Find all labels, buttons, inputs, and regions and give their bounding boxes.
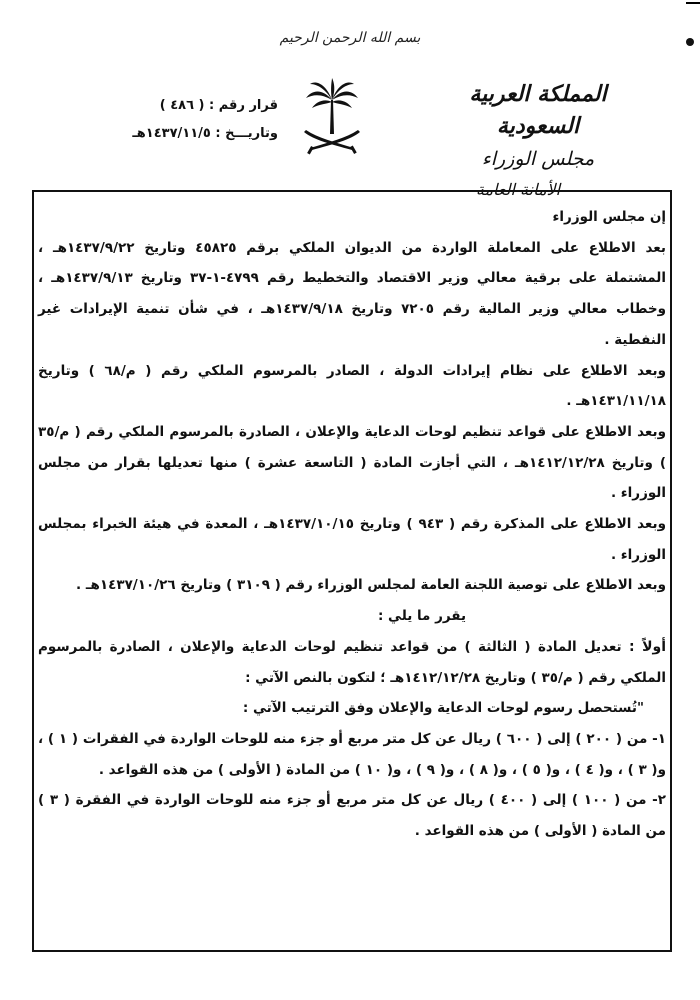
council-opening: إن مجلس الوزراء xyxy=(552,209,666,225)
paragraph-revenue-system: وبعد الاطلاع على نظام إيرادات الدولة ، الصادر بالمرسوم الملكي رقم ( م/٦٨ ) وتاريخ ١٤٣١/١١/١٨هـ . xyxy=(38,362,666,410)
article-first-text: تعديل المادة ( الثالثة ) من قواعد تنظيم لوحات الدعاية والإعلان ، الصادرة بالمرسوم الملكي رقم ( م/٣٥ ) وتاريخ ١٤١٢/١٢/٢٨هـ ؛ لتكون بالنص الآتي : xyxy=(38,638,666,686)
fee-item-1: ١- من ( ٢٠٠ ) إلى ( ٦٠٠ ) ريال عن كل متر مربع أو جزء منه للوحات الواردة في الفقرات ( ١ ) ، و( ٣ ) ، و( ٤ ) ، و( ٥ ) ، و( ٨ ) ، و( ٩ ) ، و( ١٠ ) من المادة ( الأولى ) من هذه القواعد . xyxy=(38,730,666,778)
letterhead xyxy=(428,78,648,204)
article-first xyxy=(38,632,666,693)
saudi-emblem-palm-swords-icon xyxy=(300,78,364,156)
paragraph-memo: وبعد الاطلاع على المذكرة رقم ( ٩٤٣ ) وتاريخ ١٤٣٧/١٠/١٥هـ ، المعدة في هيئة الخبراء بمجلس الوزراء . xyxy=(38,516,667,563)
fee-item-2: ٢- من ( ١٠٠ ) إلى ( ٤٠٠ ) ريال عن كل متر مربع أو جزء منه للوحات الواردة في الفقرة ( ٣ ) من المادة ( الأولى ) من هذه القواعد . xyxy=(38,792,667,840)
edge-mark xyxy=(686,2,700,4)
decision-number: قرار رقم : ( ٤٨٦ ) xyxy=(159,98,278,113)
decision-reference xyxy=(88,92,278,148)
article-first-label: أولاً : xyxy=(628,638,666,655)
paragraph-committee: وبعد الاطلاع على توصية اللجنة العامة لمجلس الوزراء رقم ( ٣١٠٩ ) وتاريخ ١٤٣٧/١٠/٢٦هـ . xyxy=(76,577,666,594)
basmala: بسم الله الرحمن الرحيم xyxy=(279,30,421,46)
paragraph-billboard-rules: وبعد الاطلاع على قواعد تنظيم لوحات الدعاية والإعلان ، الصادرة بالمرسوم الملكي رقم ( م/٣٥ ) وتاريخ ١٤١٢/١٢/٢٨هـ ، التي أجازت المادة ( التاسعة عشرة ) منها تعديلها بقرار من مجلس الوزراء . xyxy=(38,423,666,502)
council-name: مجلس الوزراء xyxy=(481,148,595,170)
decides-heading: يقرر ما يلي : xyxy=(377,608,467,625)
fees-intro: "تُستحصل رسوم لوحات الدعاية والإعلان وفق الترتيب الآتي : xyxy=(242,700,644,717)
kingdom-name: المملكة العربية السعودية xyxy=(469,81,607,139)
paragraph-transaction: بعد الاطلاع على المعاملة الواردة من الديوان الملكي برقم ٤٥٨٢٥ وتاريخ ١٤٣٧/٩/٢٢هـ ، المشتملة على برقية معالي وزير الاقتصاد والتخطيط رقم ٤٧٩٩-١-٣٧ وتاريخ ١٤٣٧/٩/١٣هـ ، وخطاب معالي وزير المالية رقم ٧٢٠٥ وتاريخ ١٤٣٧/٩/١٨هـ ، في شأن تنمية الإيرادات غير النفطية . xyxy=(38,239,666,348)
decision-date: وتاريـــخ : ١٤٣٧/١١/٥هـ xyxy=(132,126,278,141)
decision-body xyxy=(38,202,666,847)
secretariat-name: الأمانة العامة xyxy=(475,180,561,199)
